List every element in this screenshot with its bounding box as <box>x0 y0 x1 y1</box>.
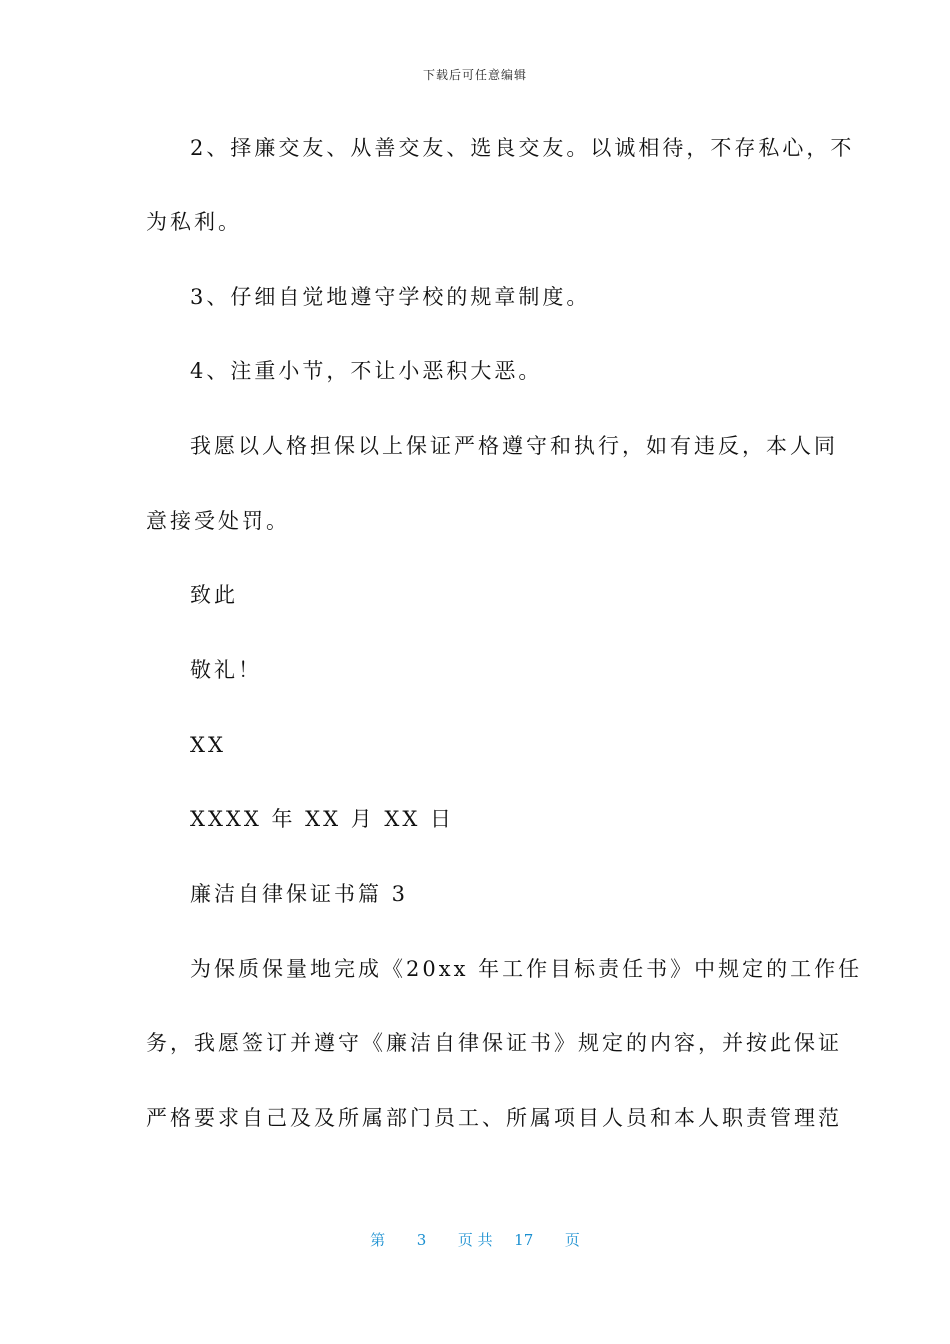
paragraph-line: 为保质保量地完成《20xx 年工作目标责任书》中规定的工作任 <box>190 957 863 981</box>
closing-line: 致此 <box>190 583 238 607</box>
page-footer <box>0 1229 950 1250</box>
current-page-number: 3 <box>416 1231 427 1249</box>
salutation-line: 敬礼！ <box>190 658 262 682</box>
total-page-count: 17 <box>514 1231 534 1249</box>
paragraph-line: 意接受处罚。 <box>146 509 290 533</box>
paragraph-line: 3、仔细自觉地遵守学校的规章制度。 <box>190 285 591 309</box>
signature-name: XX <box>190 733 226 757</box>
paragraph-line: 严格要求自己及及所属部门员工、所属项目人员和本人职责管理范 <box>146 1106 842 1130</box>
footer-label-page: 第 <box>370 1231 386 1249</box>
signature-date: XXXX 年 XX 月 XX 日 <box>190 807 454 831</box>
paragraph-line: 为私利。 <box>146 210 242 234</box>
section-heading: 廉洁自律保证书篇 3 <box>190 882 409 906</box>
header-note: 下载后可任意编辑 <box>422 68 527 82</box>
footer-label-pages: 页 <box>564 1231 580 1249</box>
paragraph-line: 4、注重小节，不让小恶积大恶。 <box>190 359 543 383</box>
paragraph-line: 务，我愿签订并遵守《廉洁自律保证书》规定的内容，并按此保证 <box>146 1031 842 1055</box>
paragraph-line: 2、择廉交友、从善交友、选良交友。以诚相待，不存私心，不 <box>190 136 855 160</box>
footer-label-total: 页 共 <box>457 1231 493 1249</box>
paragraph-line: 我愿以人格担保以上保证严格遵守和执行，如有违反，本人同 <box>190 434 838 458</box>
